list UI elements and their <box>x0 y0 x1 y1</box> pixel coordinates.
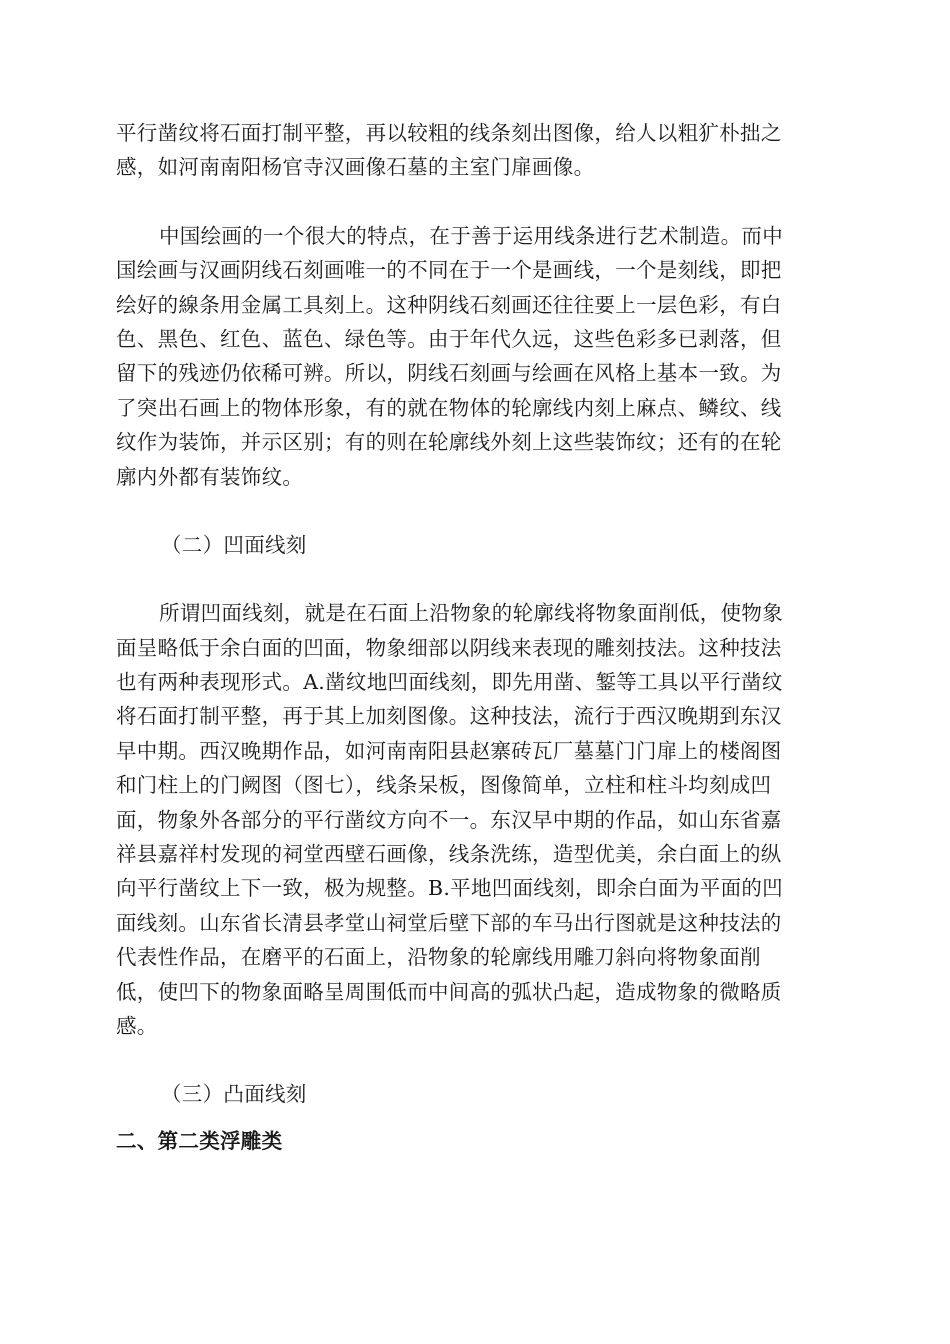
subheading-concave-line-carving <box>116 528 832 562</box>
text-line: 纹作为装饰，并示区别；有的则在轮廓线外刻上这些装饰纹；还有的在轮 <box>116 430 782 455</box>
text-line: 将石面打制平整，再于其上加刻图像。这种技法，流行于西汉晚期到东汉 <box>116 704 782 729</box>
text-line: 面线刻。山东省长清县孝堂山祠堂后壁下部的车马出行图就是这种技法的 <box>116 910 782 935</box>
text-line: 了突出石画上的物体形象，有的就在物体的轮廓线内刻上麻点、鳞纹、线 <box>116 395 782 420</box>
section-heading: 二、第二类浮雕类 <box>116 1128 283 1153</box>
text-line: 低，使凹下的物象面略呈周围低而中间高的弧状凸起，造成物象的微略质 <box>116 979 782 1004</box>
text-line: 平行凿纹将石面打制平整，再以较粗的线条刻出图像，给人以粗犷朴拙之 <box>116 121 782 145</box>
text-line: 绘好的線条用金属工具刻上。这种阴线石刻画还往往要上一层色彩，有白 <box>116 292 782 317</box>
text-line: 中国绘画的一个很大的特点，在于善于运用线条进行艺术制造。而中 <box>159 223 783 248</box>
paragraph-continued <box>116 116 832 185</box>
text-line: 代表性作品，在磨平的石面上，沿物象的轮廓线用雕刀斜向将物象面削 <box>116 945 761 970</box>
text-line: 所谓凹面线刻，就是在石面上沿物象的轮廓线将物象面削低，使物象 <box>159 601 783 626</box>
subheading: （三）凸面线刻 <box>161 1082 307 1107</box>
text-line: 感。 <box>116 1013 158 1038</box>
text-line: 感，如河南南阳杨官寺汉画像石墓的主室门扉画像。 <box>116 155 595 180</box>
text-line: 早中期。西汉晚期作品，如河南南阳县赵寨砖瓦厂墓墓门门扉上的楼阁图 <box>116 738 782 763</box>
text-line: 廓内外都有装饰纹。 <box>116 464 304 489</box>
subheading: （二）凹面线刻 <box>161 532 307 557</box>
paragraph-chinese-painting <box>116 219 832 494</box>
text-line: 向平行凿纹上下一致，极为规整。B.平地凹面线刻，即余白面为平面的凹 <box>116 876 783 901</box>
text-line: 也有两种表现形式。A.凿纹地凹面线刻，即先用凿、錾等工具以平行凿纹 <box>116 670 783 695</box>
text-line: 色、黑色、红色、蓝色、绿色等。由于年代久远，这些色彩多已剥落，但 <box>116 326 782 351</box>
text-line: 和门柱上的门阙图（图七），线条呆板，图像简单，立柱和柱斗均刻成凹 <box>116 773 772 798</box>
section-heading-relief <box>116 1124 832 1158</box>
document-page <box>116 116 832 1158</box>
text-line: 留下的残迹仍依稀可辨。所以，阴线石刻画与绘画在风格上基本一致。为 <box>116 361 782 386</box>
subheading-convex-line-carving <box>116 1077 832 1111</box>
text-line: 国绘画与汉画阴线石刻画唯一的不同在于一个是画线，一个是刻线，即把 <box>116 258 782 283</box>
text-line: 面呈略低于余白面的凹面，物象细部以阴线来表现的雕刻技法。这种技法 <box>116 635 782 660</box>
text-line: 祥县嘉祥村发现的祠堂西壁石画像，线条洗练，造型优美，余白面上的纵 <box>116 842 782 867</box>
text-line: 面，物象外各部分的平行凿纹方向不一。东汉早中期的作品，如山东省嘉 <box>116 807 782 832</box>
paragraph-concave-line-carving <box>116 596 832 1043</box>
